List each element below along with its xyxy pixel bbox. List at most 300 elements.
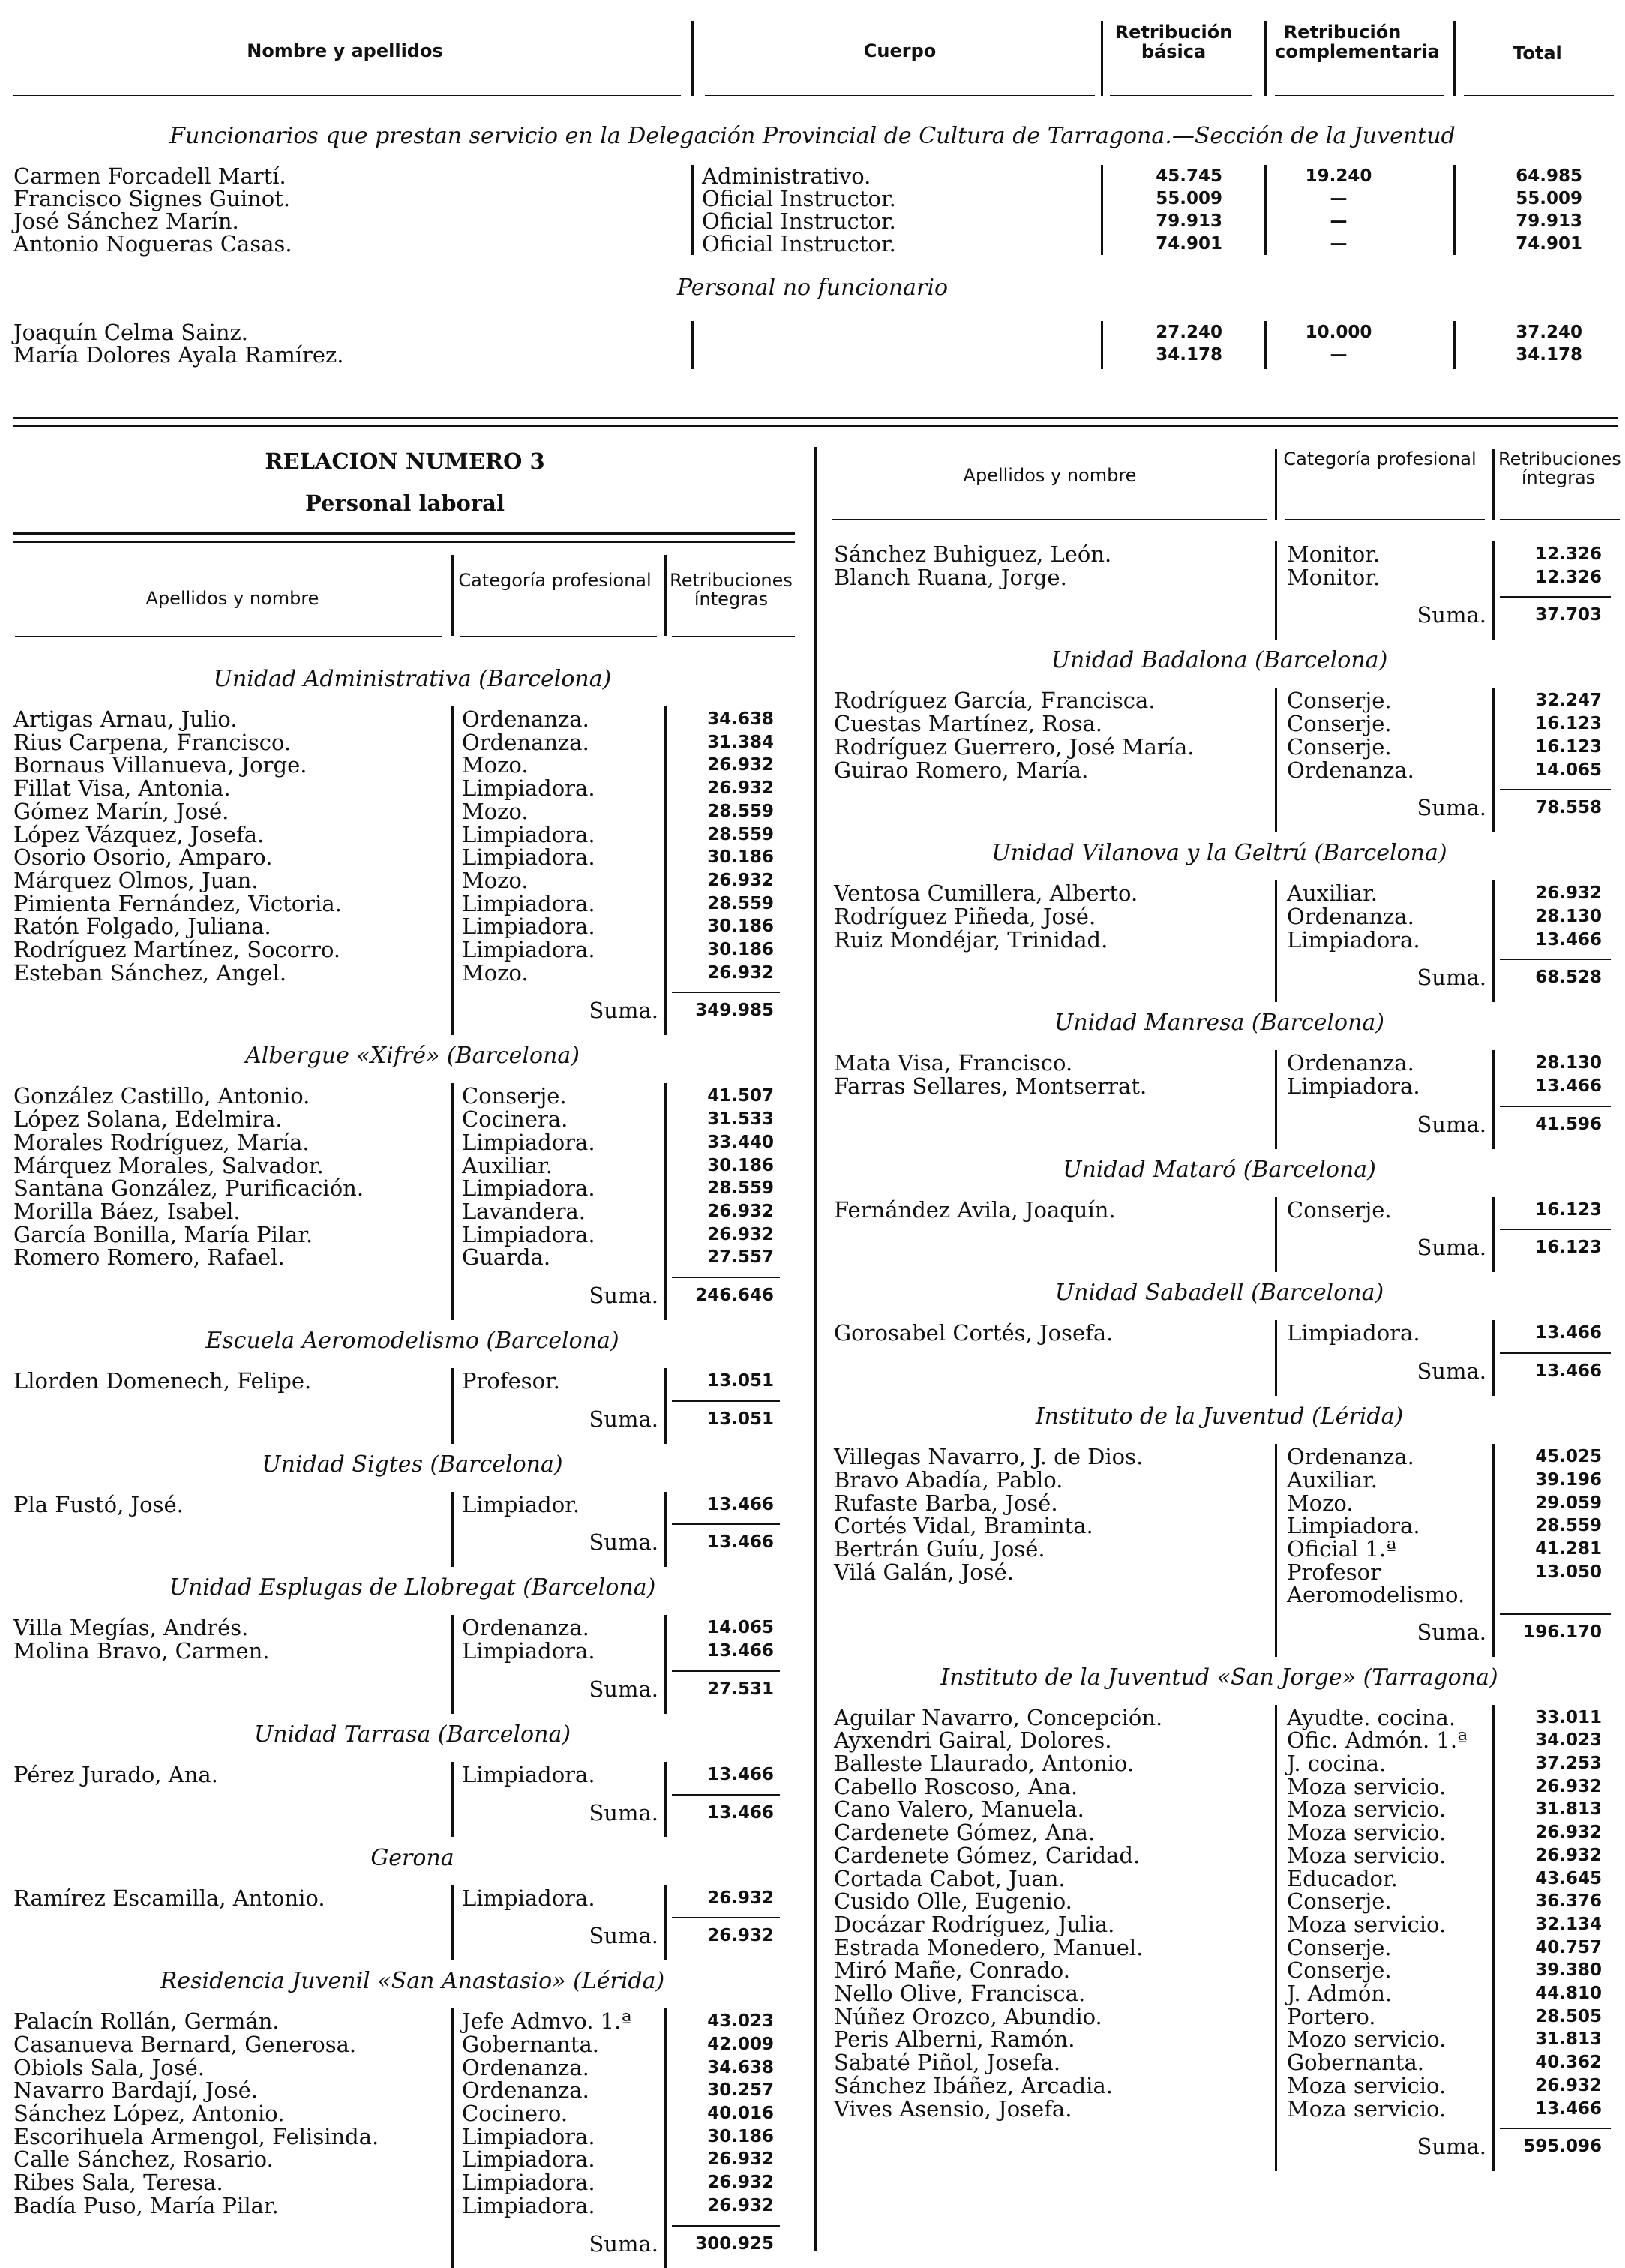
person-name: Cabello Roscoso, Ana. <box>834 1773 1078 1799</box>
person-name: Sabaté Piñol, Josefa. <box>834 2050 1061 2076</box>
person-retribucion: 30.186 <box>707 940 774 959</box>
person-name: Casanueva Bernard, Generosa. <box>13 2031 357 2057</box>
header-cuerpo: Cuerpo <box>863 40 937 62</box>
suma-label: Suma. <box>589 998 658 1024</box>
suma-value: 26.932 <box>707 1926 774 1946</box>
person-category: Ordenanza. <box>462 2078 589 2104</box>
person-category: Oficial 1.ª <box>1287 1535 1396 1562</box>
person-retribucion: 30.186 <box>707 2126 774 2146</box>
top-row-comp: 19.240 <box>1305 166 1372 186</box>
person-category: Limpiadora. <box>462 776 595 802</box>
person-name: Morales Rodríguez, María. <box>13 1129 310 1155</box>
suma-label: Suma. <box>589 1529 658 1556</box>
person-name: Blanch Ruana, Jorge. <box>834 564 1067 590</box>
person-name: Artigas Arnau, Julio. <box>13 706 238 732</box>
person-name: Balleste Llaurado, Antonio. <box>834 1750 1135 1776</box>
person-category: Conserje. <box>1287 734 1392 760</box>
person-category: Gobernanta. <box>462 2031 600 2057</box>
person-retribucion: 34.638 <box>707 710 774 729</box>
person-retribucion: 12.326 <box>1535 544 1602 564</box>
person-category: Moza servicio. <box>1287 1773 1447 1799</box>
section-title: Unidad Manresa (Barcelona) <box>1054 1010 1384 1036</box>
suma-label: Suma. <box>1417 602 1486 628</box>
section-title: Residencia Juvenil «San Anastasio» (Lérida) <box>160 1968 665 1995</box>
top-row-name: José Sánchez Marín. <box>13 208 239 234</box>
right-header-retrib: Retribuciones íntegras <box>1498 448 1621 488</box>
suma-value: 595.096 <box>1523 2137 1602 2157</box>
person-name: Pérez Jurado, Ana. <box>13 1761 218 1787</box>
top-row-total: 79.913 <box>1516 212 1582 231</box>
person-name: Ribes Sala, Teresa. <box>13 2170 223 2196</box>
person-category: Mozo. <box>462 959 529 986</box>
person-category: Limpiadora. <box>1287 1320 1420 1346</box>
person-retribucion: 31.813 <box>1535 1799 1602 1820</box>
top-row-name: Carmen Forcadell Martí. <box>13 164 286 189</box>
person-category: J. Admón. <box>1287 1981 1393 2006</box>
person-retribucion: 26.932 <box>1535 884 1602 904</box>
suma-value: 300.925 <box>695 2234 774 2254</box>
person-category: Limpiadora. <box>462 2170 595 2196</box>
person-retribucion: 13.051 <box>707 1371 774 1390</box>
person-name: Gómez Marín, José. <box>13 798 229 824</box>
person-retribucion: 26.932 <box>707 870 774 890</box>
person-retribucion: 16.123 <box>1535 1199 1602 1220</box>
person-retribucion: 13.466 <box>707 1764 774 1784</box>
person-category: Limpiadora. <box>462 890 595 916</box>
person-retribucion: 28.559 <box>707 801 774 821</box>
person-category: Ofic. Admón. 1.ª <box>1287 1727 1468 1754</box>
top-row-comp: — <box>1330 234 1348 254</box>
person-retribucion: 34.638 <box>707 2057 774 2078</box>
person-category: Conserje. <box>1287 711 1392 737</box>
nofunc-row-name: María Dolores Ayala Ramírez. <box>13 342 344 368</box>
nofunc-row-comp: 10.000 <box>1305 322 1372 342</box>
person-name: Bertrán Guíu, José. <box>834 1535 1045 1562</box>
person-name: Ruiz Mondéjar, Trinidad. <box>834 926 1108 952</box>
section-title: Unidad Administrativa (Barcelona) <box>213 666 612 692</box>
suma-value: 196.170 <box>1523 1622 1602 1642</box>
top-row-name: Antonio Nogueras Casas. <box>13 231 292 256</box>
person-name: Sánchez López, Antonio. <box>13 2101 285 2126</box>
suma-label: Suma. <box>1417 1358 1486 1384</box>
person-category: Gobernanta. <box>1287 2050 1425 2076</box>
person-category: Limpiadora. <box>462 2192 595 2218</box>
person-retribucion: 41.507 <box>707 1086 774 1106</box>
person-category: Moza servicio. <box>1287 1911 1447 1937</box>
person-name: Santana González, Purificación. <box>13 1175 364 1202</box>
person-category: Limpiadora. <box>1287 926 1420 952</box>
suma-label: Suma. <box>589 1676 658 1702</box>
right-header-nombre: Apellidos y nombre <box>963 465 1137 486</box>
person-name: Villa Megías, Andrés. <box>13 1615 249 1641</box>
person-retribucion: 34.023 <box>1535 1730 1602 1750</box>
person-retribucion: 13.466 <box>707 1494 774 1514</box>
person-category: Limpiadora. <box>462 821 595 848</box>
person-retribucion: 27.557 <box>707 1247 774 1268</box>
person-category: Profesor. <box>462 1368 560 1394</box>
person-retribucion: 31.384 <box>707 732 774 752</box>
top-row-total: 64.985 <box>1516 166 1582 186</box>
person-category: Ordenanza. <box>1287 903 1414 929</box>
person-category: Limpiadora. <box>462 2123 595 2150</box>
person-retribucion: 45.025 <box>1535 1447 1602 1467</box>
person-category: Limpiador. <box>462 1491 580 1517</box>
person-retribucion: 26.932 <box>707 2195 774 2216</box>
section-title: Unidad Badalona (Barcelona) <box>1051 647 1388 674</box>
person-retribucion: 28.505 <box>1535 2006 1602 2026</box>
person-name: Mata Visa, Francisco. <box>834 1050 1073 1076</box>
person-name: Guirao Romero, María. <box>834 757 1089 783</box>
person-name: López Solana, Edelmira. <box>13 1106 283 1132</box>
person-category: Moza servicio. <box>1287 1842 1447 1868</box>
person-retribucion: 26.932 <box>707 962 774 982</box>
top-row-cuerpo: Oficial Instructor. <box>702 186 896 212</box>
person-retribucion: 26.932 <box>707 1224 774 1244</box>
right-header-categoria: Categoría profesional <box>1283 448 1477 470</box>
person-retribucion: 13.466 <box>1535 2098 1602 2119</box>
suma-value: 16.123 <box>1535 1238 1602 1258</box>
person-name: Ratón Folgado, Juliana. <box>13 914 271 940</box>
suma-value: 13.466 <box>707 1532 774 1552</box>
person-retribucion: 26.932 <box>1535 1822 1602 1843</box>
person-category: Monitor. <box>1287 542 1381 567</box>
person-name: Cusido Olle, Eugenio. <box>834 1888 1072 1915</box>
section-title: Gerona <box>370 1844 454 1871</box>
person-name: Palacín Rollán, Germán. <box>13 2008 280 2035</box>
person-retribucion: 28.559 <box>1535 1516 1602 1536</box>
person-category: Conserje. <box>1287 1888 1392 1915</box>
suma-value: 349.985 <box>695 1000 774 1021</box>
person-name: Rius Carpena, Francisco. <box>13 729 292 755</box>
person-name: Calle Sánchez, Rosario. <box>13 2146 274 2173</box>
suma-value: 246.646 <box>695 1286 774 1305</box>
person-name: Fillat Visa, Antonia. <box>13 776 231 802</box>
person-category: Ordenanza. <box>1287 757 1414 783</box>
person-retribucion: 26.932 <box>1535 1776 1602 1796</box>
person-retribucion: 28.559 <box>707 893 774 914</box>
header-complementaria: Retribución complementaria <box>1275 22 1440 62</box>
top-row-basica: 74.901 <box>1156 234 1222 254</box>
person-category: Educador. <box>1287 1865 1398 1892</box>
suma-label: Suma. <box>589 1923 658 1949</box>
person-retribucion: 13.466 <box>1535 1323 1602 1343</box>
person-retribucion: 44.810 <box>1535 1984 1602 2003</box>
person-category: Conserje. <box>1287 1934 1392 1960</box>
person-category: Ordenanza. <box>462 2054 589 2080</box>
person-name: Sánchez Buhiguez, León. <box>834 542 1112 567</box>
person-category: Auxiliar. <box>1287 1466 1378 1492</box>
top-row-name: Francisco Signes Guinot. <box>13 186 291 212</box>
person-category: Limpiadora. <box>462 844 595 871</box>
person-retribucion: 26.932 <box>707 778 774 799</box>
person-name: Rodríguez Guerrero, José María. <box>834 734 1195 760</box>
person-name: Esteban Sánchez, Angel. <box>13 959 287 986</box>
top-row-basica: 55.009 <box>1156 189 1222 208</box>
person-retribucion: 26.932 <box>707 2150 774 2170</box>
person-retribucion: 14.065 <box>707 1618 774 1638</box>
person-retribucion: 26.932 <box>707 1888 774 1908</box>
person-name: Miró Mañe, Conrado. <box>834 1958 1070 1984</box>
person-category: Limpiadora. <box>462 1129 595 1155</box>
top-row-comp: — <box>1330 189 1348 208</box>
top-row-basica: 79.913 <box>1156 212 1222 231</box>
person-retribucion: 36.376 <box>1535 1892 1602 1912</box>
person-name: Vives Asensio, Josefa. <box>834 2096 1072 2122</box>
person-name: Escorihuela Armengol, Felisinda. <box>13 2123 379 2150</box>
person-retribucion: 14.065 <box>1535 760 1602 780</box>
person-retribucion: 28.130 <box>1535 906 1602 926</box>
person-name: Badía Puso, María Pilar. <box>13 2192 279 2218</box>
person-category: Portero. <box>1287 2003 1376 2030</box>
section-title: Albergue «Xifré» (Barcelona) <box>245 1042 580 1070</box>
person-name: Ramírez Escamilla, Antonio. <box>13 1885 325 1911</box>
person-category: Moza servicio. <box>1287 2096 1447 2122</box>
person-category: J. cocina. <box>1287 1750 1387 1776</box>
person-category: Monitor. <box>1287 564 1381 590</box>
person-category: Moza servicio. <box>1287 1796 1447 1822</box>
person-retribucion: 28.559 <box>707 824 774 844</box>
top-row-total: 55.009 <box>1516 189 1582 208</box>
person-name: Cardenete Gómez, Caridad. <box>834 1842 1141 1868</box>
suma-value: 37.703 <box>1535 605 1602 626</box>
suma-label: Suma. <box>589 1799 658 1826</box>
person-retribucion: 33.011 <box>1535 1707 1602 1727</box>
person-name: Osorio Osorio, Amparo. <box>13 844 273 871</box>
person-category: Mozo. <box>1287 1490 1354 1516</box>
person-name: González Castillo, Antonio. <box>13 1083 310 1109</box>
person-name: Rodríguez Martínez, Socorro. <box>13 937 341 962</box>
person-retribucion: 42.009 <box>707 2034 774 2054</box>
person-retribucion: 28.559 <box>707 1178 774 1198</box>
suma-label: Suma. <box>1417 964 1486 991</box>
person-name: Pimienta Fernández, Victoria. <box>13 890 342 916</box>
person-category: Limpiadora. <box>462 1221 595 1247</box>
relacion-subtitle: Personal laboral <box>305 490 505 516</box>
nofunc-row-basica: 34.178 <box>1156 345 1222 364</box>
person-category: Limpiadora. <box>462 1175 595 1202</box>
person-category: Moza servicio. <box>1287 2072 1447 2098</box>
person-name: Peris Alberni, Ramón. <box>834 2026 1075 2053</box>
person-retribucion: 13.466 <box>1535 929 1602 950</box>
person-retribucion: 32.134 <box>1535 1914 1602 1934</box>
person-name: Aguilar Navarro, Concepción. <box>834 1704 1163 1730</box>
person-category: Ordenanza. <box>462 729 589 755</box>
person-category: Ayudte. cocina. <box>1287 1704 1456 1730</box>
person-name: Rodríguez Piñeda, José. <box>834 903 1096 929</box>
suma-value: 27.531 <box>707 1678 774 1699</box>
left-header-retrib: Retribuciones íntegras <box>670 570 793 610</box>
person-category: Limpiadora. <box>462 2146 595 2173</box>
person-name: Molina Bravo, Carmen. <box>13 1638 270 1664</box>
top-row-cuerpo: Administrativo. <box>702 164 871 189</box>
person-category: Auxiliar. <box>1287 880 1378 907</box>
suma-value: 13.051 <box>707 1408 774 1429</box>
suma-value: 78.558 <box>1535 798 1602 818</box>
person-name: Rodríguez García, Francisca. <box>834 688 1156 714</box>
person-name: Ayxendri Gairal, Dolores. <box>834 1727 1112 1754</box>
person-retribucion: 31.533 <box>707 1109 774 1130</box>
person-name: Cardenete Gómez, Ana. <box>834 1820 1096 1846</box>
suma-label: Suma. <box>589 1282 658 1308</box>
person-name: Rufaste Barba, José. <box>834 1490 1058 1516</box>
person-name: Gorosabel Cortés, Josefa. <box>834 1320 1114 1346</box>
nofunc-row-name: Joaquín Celma Sainz. <box>13 320 249 345</box>
person-name: Docázar Rodríguez, Julia. <box>834 1911 1115 1937</box>
nofunc-row-basica: 27.240 <box>1156 322 1222 342</box>
person-name: López Vázquez, Josefa. <box>13 821 265 848</box>
person-name: Cortada Cabot, Juan. <box>834 1865 1066 1892</box>
person-retribucion: 26.932 <box>1535 1845 1602 1865</box>
person-category: Ordenanza. <box>462 706 589 732</box>
person-retribucion: 39.196 <box>1535 1469 1602 1490</box>
person-category: Mozo. <box>462 752 529 778</box>
header-basica: Retribución básica <box>1114 22 1233 62</box>
person-retribucion: 28.130 <box>1535 1053 1602 1073</box>
person-retribucion: 26.932 <box>707 755 774 776</box>
person-name: Ventosa Cumillera, Alberto. <box>834 880 1138 907</box>
person-category: Guarda. <box>462 1244 551 1270</box>
person-category: Conserje. <box>1287 688 1392 714</box>
person-category: Limpiadora. <box>1287 1513 1420 1539</box>
top-row-cuerpo: Oficial Instructor. <box>702 231 896 256</box>
suma-label: Suma. <box>1417 1234 1486 1261</box>
person-retribucion: 37.253 <box>1535 1754 1602 1773</box>
person-category: Cocinera. <box>462 1106 568 1132</box>
person-retribucion: 40.362 <box>1535 2053 1602 2073</box>
person-retribucion: 33.440 <box>707 1132 774 1152</box>
suma-label: Suma. <box>1417 1618 1486 1645</box>
person-retribucion: 40.757 <box>1535 1937 1602 1958</box>
top-row-comp: — <box>1330 212 1348 231</box>
section-title: Unidad Esplugas de Llobregat (Barcelona) <box>169 1574 656 1601</box>
person-category: Limpiadora. <box>462 1885 595 1911</box>
suma-value: 13.466 <box>707 1802 774 1822</box>
person-category: Ordenanza. <box>1287 1444 1414 1470</box>
person-name: Romero Romero, Rafael. <box>13 1244 285 1270</box>
suma-label: Suma. <box>589 1406 658 1432</box>
top-row-basica: 45.745 <box>1156 166 1222 186</box>
person-category: Mozo. <box>462 798 529 824</box>
person-retribucion: 26.932 <box>707 1201 774 1221</box>
person-retribucion: 16.123 <box>1535 736 1602 757</box>
suma-value: 41.596 <box>1535 1114 1602 1134</box>
suma-label: Suma. <box>1417 1111 1486 1137</box>
person-name: Sánchez Ibáñez, Arcadia. <box>834 2072 1113 2098</box>
section-title: Unidad Vilanova y la Geltrú (Barcelona) <box>991 840 1447 867</box>
person-category: Moza servicio. <box>1287 1820 1447 1846</box>
person-retribucion: 29.059 <box>1535 1492 1602 1513</box>
person-category: Jefe Admvo. 1.ª <box>462 2008 632 2035</box>
suma-value: 68.528 <box>1535 968 1602 988</box>
person-name: García Bonilla, María Pilar. <box>13 1221 313 1247</box>
person-category: Cocinero. <box>462 2101 568 2126</box>
person-category: Mozo servicio. <box>1287 2026 1447 2053</box>
section-title: Instituto de la Juventud (Lérida) <box>1035 1403 1404 1430</box>
header-total: Total <box>1513 43 1562 64</box>
section-title: Unidad Sabadell (Barcelona) <box>1054 1280 1384 1306</box>
section-title: Instituto de la Juventud «San Jorge» (Tarragona) <box>940 1664 1498 1690</box>
nofunc-title: Personal no funcionario <box>676 274 949 301</box>
person-name: Fernández Avila, Joaquín. <box>834 1196 1116 1222</box>
person-name: Márquez Olmos, Juan. <box>13 867 259 893</box>
person-category: Conserje. <box>462 1083 567 1109</box>
person-category: Conserje. <box>1287 1958 1392 1984</box>
person-retribucion: 13.466 <box>707 1641 774 1661</box>
person-retribucion: 40.016 <box>707 2104 774 2123</box>
person-category: Auxiliar. <box>462 1152 553 1178</box>
top-row-total: 74.901 <box>1516 234 1582 254</box>
person-retribucion: 30.186 <box>707 916 774 937</box>
person-category: Limpiadora. <box>1287 1073 1420 1099</box>
person-name: Cuestas Martínez, Rosa. <box>834 711 1102 737</box>
section-title: Unidad Mataró (Barcelona) <box>1063 1156 1376 1183</box>
person-name: Obiols Sala, José. <box>13 2054 205 2080</box>
person-retribucion: 39.380 <box>1535 1960 1602 1981</box>
person-retribucion: 13.050 <box>1535 1562 1602 1582</box>
suma-label: Suma. <box>589 2230 658 2257</box>
person-retribucion: 26.932 <box>1535 2075 1602 2096</box>
suma-label: Suma. <box>1417 795 1486 821</box>
person-name: Cano Valero, Manuela. <box>834 1796 1084 1822</box>
top-row-cuerpo: Oficial Instructor. <box>702 208 896 234</box>
person-category: Ordenanza. <box>462 1615 589 1641</box>
person-name: Núñez Orozco, Abundio. <box>834 2003 1102 2030</box>
relacion-title: RELACION NUMERO 3 <box>265 448 545 474</box>
person-category: Limpiadora. <box>462 914 595 940</box>
person-category: Limpiadora. <box>462 1638 595 1664</box>
person-retribucion: 31.813 <box>1535 2030 1602 2050</box>
person-retribucion: 12.326 <box>1535 567 1602 587</box>
person-name: Pla Fustó, José. <box>13 1491 184 1517</box>
person-category: Lavandera. <box>462 1198 586 1224</box>
person-retribucion: 30.257 <box>707 2080 774 2101</box>
suma-value: 13.466 <box>1535 1361 1602 1382</box>
person-retribucion: 13.466 <box>1535 1076 1602 1096</box>
person-retribucion: 30.186 <box>707 1155 774 1175</box>
person-name: Farras Sellares, Montserrat. <box>834 1073 1147 1099</box>
person-retribucion: 32.247 <box>1535 691 1602 711</box>
person-retribucion: 43.023 <box>707 2012 774 2032</box>
person-name: Márquez Morales, Salvador. <box>13 1152 324 1178</box>
person-category: Limpiadora. <box>462 937 595 962</box>
person-name: Navarro Bardají, José. <box>13 2078 259 2104</box>
nofunc-row-comp: — <box>1330 345 1348 364</box>
person-name: Estrada Monedero, Manuel. <box>834 1934 1144 1960</box>
person-name: Morilla Báez, Isabel. <box>13 1198 241 1224</box>
person-retribucion: 41.281 <box>1535 1538 1602 1558</box>
header-nombre: Nombre y apellidos <box>247 40 443 62</box>
person-retribucion: 30.186 <box>707 848 774 868</box>
person-name: Llorden Domenech, Felipe. <box>13 1368 312 1394</box>
person-retribucion: 43.645 <box>1535 1868 1602 1888</box>
person-name: Bornaus Villanueva, Jorge. <box>13 752 307 778</box>
person-name: Nello Olive, Francisca. <box>834 1981 1086 2006</box>
person-category: Conserje. <box>1287 1196 1392 1222</box>
person-category: Ordenanza. <box>1287 1050 1414 1076</box>
left-header-categoria: Categoría profesional <box>458 570 652 591</box>
left-header-nombre: Apellidos y nombre <box>145 588 319 609</box>
nofunc-row-total: 34.178 <box>1516 345 1582 364</box>
top-section-title: Funcionarios que prestan servicio en la Delegación Provincial de Cultura de Tarragona.—Sección de la Juventud <box>169 123 1456 149</box>
section-title: Unidad Sigtes (Barcelona) <box>262 1450 563 1478</box>
person-name: Vilá Galán, José. <box>834 1558 1014 1585</box>
person-name: Cortés Vidal, Braminta. <box>834 1513 1093 1539</box>
person-name: Villegas Navarro, J. de Dios. <box>834 1444 1144 1470</box>
person-category: Mozo. <box>462 867 529 893</box>
person-retribucion: 16.123 <box>1535 714 1602 734</box>
section-title: Unidad Tarrasa (Barcelona) <box>253 1720 571 1748</box>
section-title: Escuela Aeromodelismo (Barcelona) <box>205 1328 619 1354</box>
